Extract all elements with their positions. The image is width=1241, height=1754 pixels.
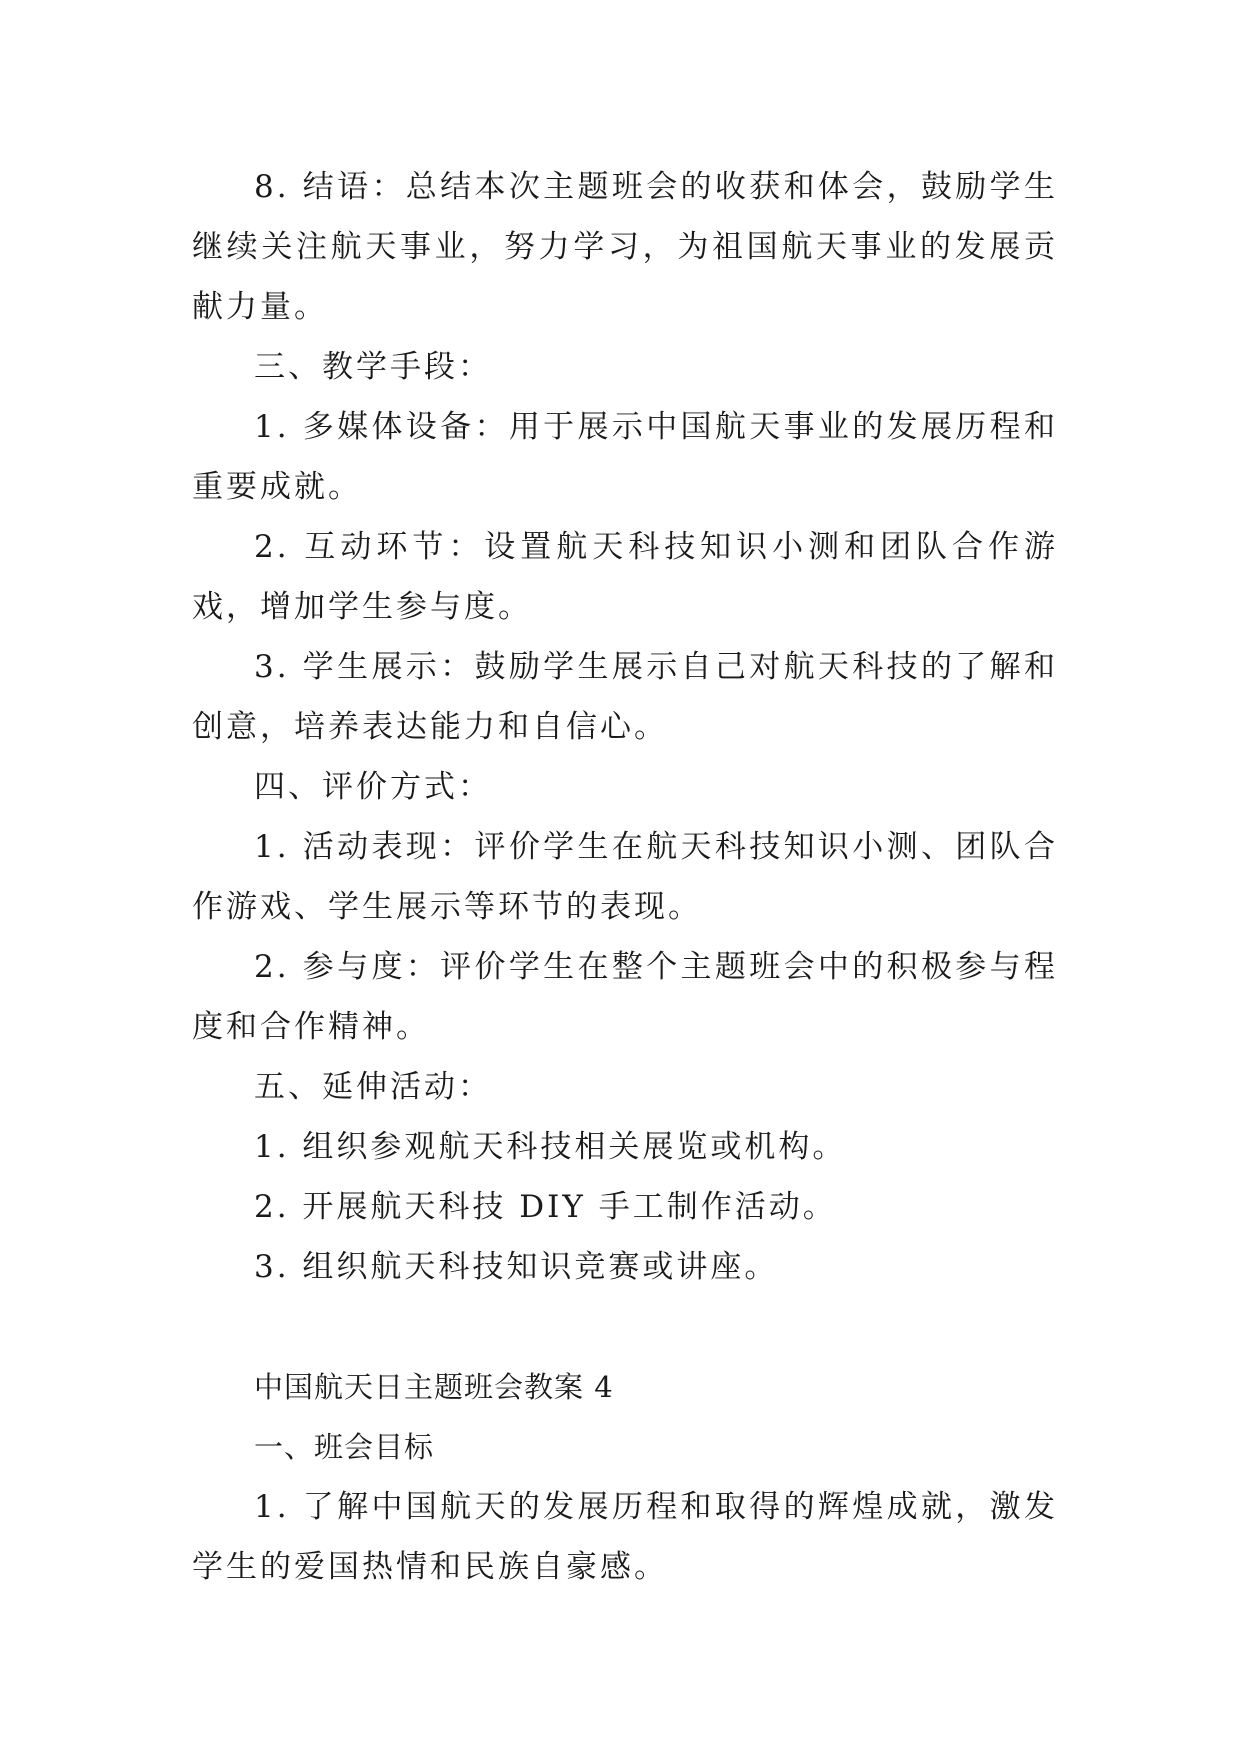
- paragraph-diy: 2. 开展航天科技 DIY 手工制作活动。: [254, 1189, 837, 1225]
- section-gap: [192, 1297, 1058, 1357]
- paragraph-participation: 2. 参与度：评价学生在整个主题班会中的积极参与程度和合作精神。: [192, 949, 1058, 1045]
- section-heading: 一、班会目标: [254, 1430, 435, 1464]
- section-title: 中国航天日主题班会教案 4: [254, 1370, 614, 1404]
- document-body: [192, 157, 1058, 1597]
- heading-evaluation: 四、评价方式：: [254, 769, 492, 805]
- paragraph-student-showcase: 3. 学生展示：鼓励学生展示自己对航天科技的了解和创意，培养表达能力和自信心。: [192, 649, 1058, 745]
- heading-extension-activities: 五、延伸活动：: [254, 1069, 492, 1105]
- paragraph-activity-performance: 1. 活动表现：评价学生在航天科技知识小测、团队合作游戏、学生展示等环节的表现。: [192, 829, 1058, 925]
- paragraph-visit: 1. 组织参观航天科技相关展览或机构。: [254, 1129, 847, 1165]
- paragraph-multimedia: 1. 多媒体设备：用于展示中国航天事业的发展历程和重要成就。: [192, 409, 1058, 505]
- paragraph-competition: 3. 组织航天科技知识竞赛或讲座。: [254, 1249, 779, 1285]
- paragraph-conclusion: 8. 结语：总结本次主题班会的收获和体会，鼓励学生继续关注航天事业，努力学习，为祖国航天事业的发展贡献力量。: [192, 169, 1058, 325]
- heading-teaching-methods: 三、教学手段：: [254, 349, 492, 385]
- paragraph-interaction: 2. 互动环节：设置航天科技知识小测和团队合作游戏，增加学生参与度。: [192, 529, 1058, 625]
- paragraph-objective-1: 1. 了解中国航天的发展历程和取得的辉煌成就，激发学生的爱国热情和民族自豪感。: [192, 1489, 1058, 1585]
